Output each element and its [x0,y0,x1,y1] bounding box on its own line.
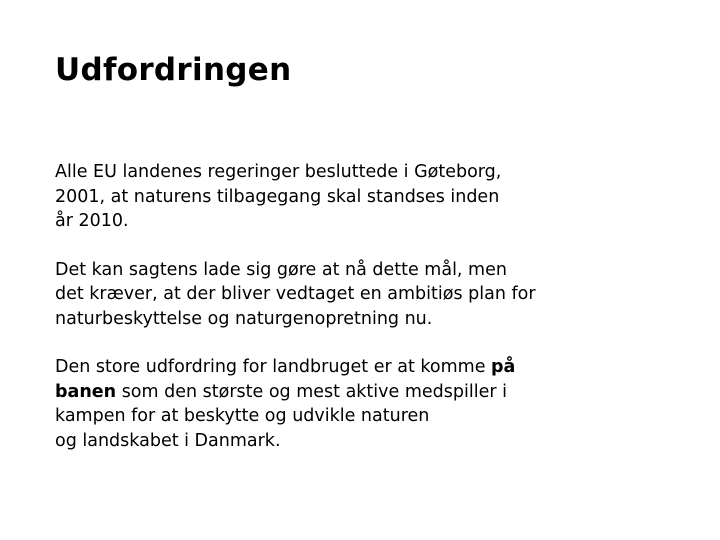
text-line: og landskabet i Danmark. [55,430,281,451]
emphasis-text: banen [55,381,117,402]
text-line: år 2010. [55,211,129,231]
text-line: Det kan sagtens lade sig gøre at nå dette mål, men [55,259,507,280]
text-line: det kræver, at der bliver vedtaget en ambitiøs plan for [55,284,536,304]
text-line: Alle EU landenes regeringer besluttede i Gøteborg, [55,162,502,182]
text-line: kampen for at beskytte og udvikle naturen [55,406,430,426]
paragraph-challenge [55,355,675,453]
text-line: som den største og mest aktive medspiller i [116,381,507,402]
slide-body [55,160,675,477]
text-line: Den store udfordring for landbruget er at komme [55,357,492,377]
slide-title: Udfordringen [55,52,292,88]
emphasis-text: på [491,357,516,377]
paragraph-plan [55,258,675,332]
text-line: naturbeskyttelse og naturgenopretning nu. [55,308,433,329]
text-line: 2001, at naturens tilbagegang skal standses inden [55,186,500,207]
paragraph-goteborg [55,160,675,234]
